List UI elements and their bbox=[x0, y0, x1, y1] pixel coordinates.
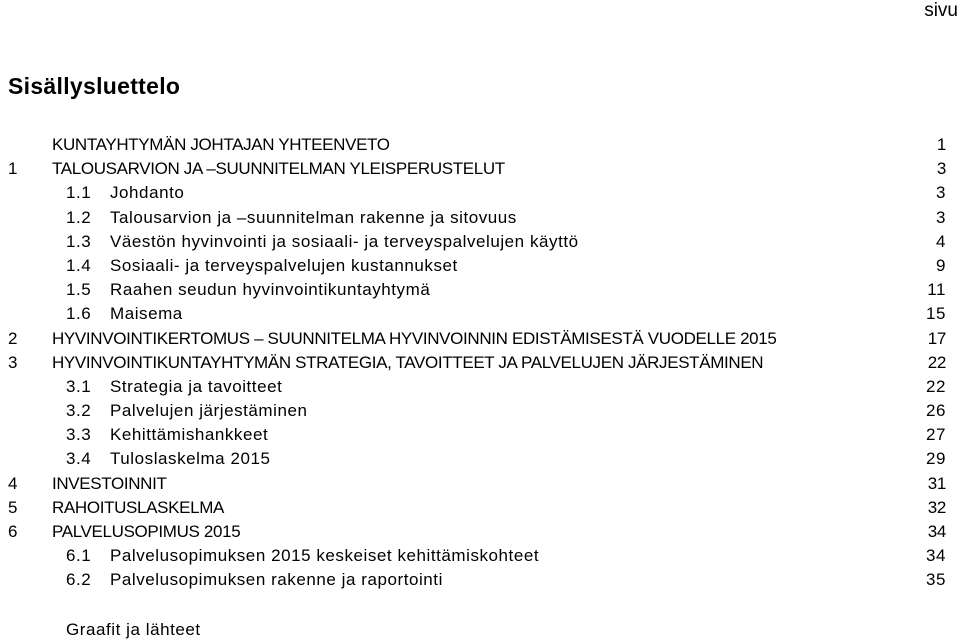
toc-entry-page: 35 bbox=[925, 570, 946, 590]
toc-entry-page: 31 bbox=[927, 473, 946, 493]
toc-entry[interactable] bbox=[0, 254, 960, 278]
toc-entry[interactable] bbox=[0, 568, 960, 592]
toc-entry-page: 15 bbox=[925, 304, 946, 324]
toc-entry[interactable] bbox=[0, 351, 960, 375]
toc-entry-title[interactable]: Tuloslaskelma 2015 bbox=[110, 449, 271, 469]
toc-entry-page: 9 bbox=[935, 255, 946, 275]
toc-entry[interactable] bbox=[0, 302, 960, 326]
toc-entry-number: 1 bbox=[8, 159, 18, 179]
toc-entry-page: 17 bbox=[927, 328, 946, 348]
toc-entry-page: 32 bbox=[927, 497, 946, 517]
toc-entry-number: 3.2 bbox=[66, 401, 92, 421]
toc-entry-page: 3 bbox=[935, 183, 946, 203]
toc-entry-page: 27 bbox=[925, 425, 946, 445]
toc-entry-page: 4 bbox=[935, 231, 946, 251]
toc-entry-number: 2 bbox=[8, 328, 18, 348]
toc-entry-title[interactable]: Johdanto bbox=[110, 183, 185, 203]
toc-entry-page: 3 bbox=[936, 159, 946, 179]
toc-entry-number: 3.1 bbox=[66, 376, 92, 396]
toc-entry-title[interactable]: Palvelusopimuksen 2015 keskeiset kehittämiskohteet bbox=[110, 546, 540, 566]
toc-entry-title[interactable]: TALOUSARVION JA –SUUNNITELMAN YLEISPERUSTELUT bbox=[52, 159, 505, 179]
toc-entry-title[interactable]: PALVELUSOPIMUS 2015 bbox=[52, 522, 241, 541]
toc-entry-title[interactable]: Maisema bbox=[110, 304, 183, 324]
toc-entry-title[interactable]: Väestön hyvinvointi ja sosiaali- ja terveyspalvelujen käyttö bbox=[110, 231, 579, 251]
toc-entry-number: 1.2 bbox=[66, 207, 92, 227]
toc-entry-page: 22 bbox=[925, 376, 946, 396]
toc-entry-page: 3 bbox=[935, 207, 946, 227]
toc-entry[interactable] bbox=[0, 544, 960, 568]
toc-entry-number: 1.6 bbox=[66, 304, 92, 324]
toc-entry[interactable] bbox=[0, 181, 960, 205]
toc-heading: Sisällysluettelo bbox=[8, 73, 181, 99]
toc-entry-number: 5 bbox=[8, 497, 18, 517]
toc-entry-title[interactable]: Strategia ja tavoitteet bbox=[110, 376, 283, 396]
toc-entry-number: 1.3 bbox=[66, 231, 92, 251]
toc-entry-number: 3.4 bbox=[66, 449, 92, 469]
toc-entry[interactable] bbox=[0, 327, 960, 351]
toc-entry[interactable] bbox=[0, 278, 960, 302]
toc-entry-number: 6 bbox=[8, 522, 18, 541]
toc-entry[interactable] bbox=[0, 206, 960, 230]
toc-entry[interactable] bbox=[0, 472, 960, 496]
toc-entry-title[interactable]: INVESTOINNIT bbox=[52, 473, 167, 493]
toc-entry-title[interactable]: Palvelusopimuksen rakenne ja raportointi bbox=[110, 570, 443, 590]
toc-entry-title[interactable]: HYVINVOINTIKUNTAYHTYMÄN STRATEGIA, TAVOITTEET JA PALVELUJEN JÄRJESTÄMINEN bbox=[52, 352, 764, 372]
toc-entry[interactable] bbox=[0, 375, 960, 399]
page-label: sivu bbox=[924, 0, 958, 21]
toc-entry-page: 29 bbox=[925, 449, 946, 469]
toc-entry-title[interactable]: Talousarvion ja –suunnitelman rakenne ja sitovuus bbox=[110, 207, 517, 227]
toc-entry-number: 1.5 bbox=[66, 280, 92, 300]
toc-entry-title[interactable]: RAHOITUSLASKELMA bbox=[52, 497, 225, 517]
toc-entry-number: 1.1 bbox=[66, 183, 92, 203]
toc-entry-page: 22 bbox=[927, 352, 946, 372]
toc-entry-title[interactable]: Kehittämishankkeet bbox=[110, 425, 269, 445]
toc-entry[interactable] bbox=[0, 447, 960, 471]
toc-entry-number: 4 bbox=[8, 473, 18, 493]
toc-entry-number: 3 bbox=[8, 352, 18, 372]
toc-entry-title[interactable]: Sosiaali- ja terveyspalvelujen kustannukset bbox=[110, 255, 458, 275]
toc-entry-number: 3.3 bbox=[66, 425, 92, 445]
toc-entry[interactable] bbox=[0, 520, 960, 544]
toc-entry-page: 1 bbox=[936, 135, 946, 154]
toc-entry-title[interactable]: KUNTAYHTYMÄN JOHTAJAN YHTEENVETO bbox=[52, 135, 390, 154]
toc-entry-number: 6.2 bbox=[66, 570, 92, 590]
toc-entry[interactable] bbox=[0, 157, 960, 181]
toc-entry[interactable] bbox=[0, 230, 960, 254]
toc-entry-title[interactable]: Palvelujen järjestäminen bbox=[110, 401, 308, 421]
toc-entry-page: 26 bbox=[925, 401, 946, 421]
table-of-contents bbox=[0, 133, 960, 593]
toc-entry-number: 1.4 bbox=[66, 255, 92, 275]
toc-entry[interactable] bbox=[0, 496, 960, 520]
toc-entry[interactable] bbox=[0, 399, 960, 423]
toc-entry-page: 11 bbox=[927, 280, 946, 300]
toc-entry[interactable] bbox=[0, 133, 960, 157]
toc-entry-page: 34 bbox=[927, 522, 946, 541]
toc-entry[interactable] bbox=[0, 423, 960, 447]
toc-entry-graphs-and-sources[interactable]: Graafit ja lähteet bbox=[66, 620, 201, 639]
toc-entry-title[interactable]: HYVINVOINTIKERTOMUS – SUUNNITELMA HYVINVOINNIN EDISTÄMISESTÄ VUODELLE 2015 bbox=[52, 328, 777, 348]
toc-entry-page: 34 bbox=[925, 546, 946, 566]
toc-entry-title[interactable]: Raahen seudun hyvinvointikuntayhtymä bbox=[110, 280, 431, 300]
toc-entry-number: 6.1 bbox=[66, 546, 92, 566]
